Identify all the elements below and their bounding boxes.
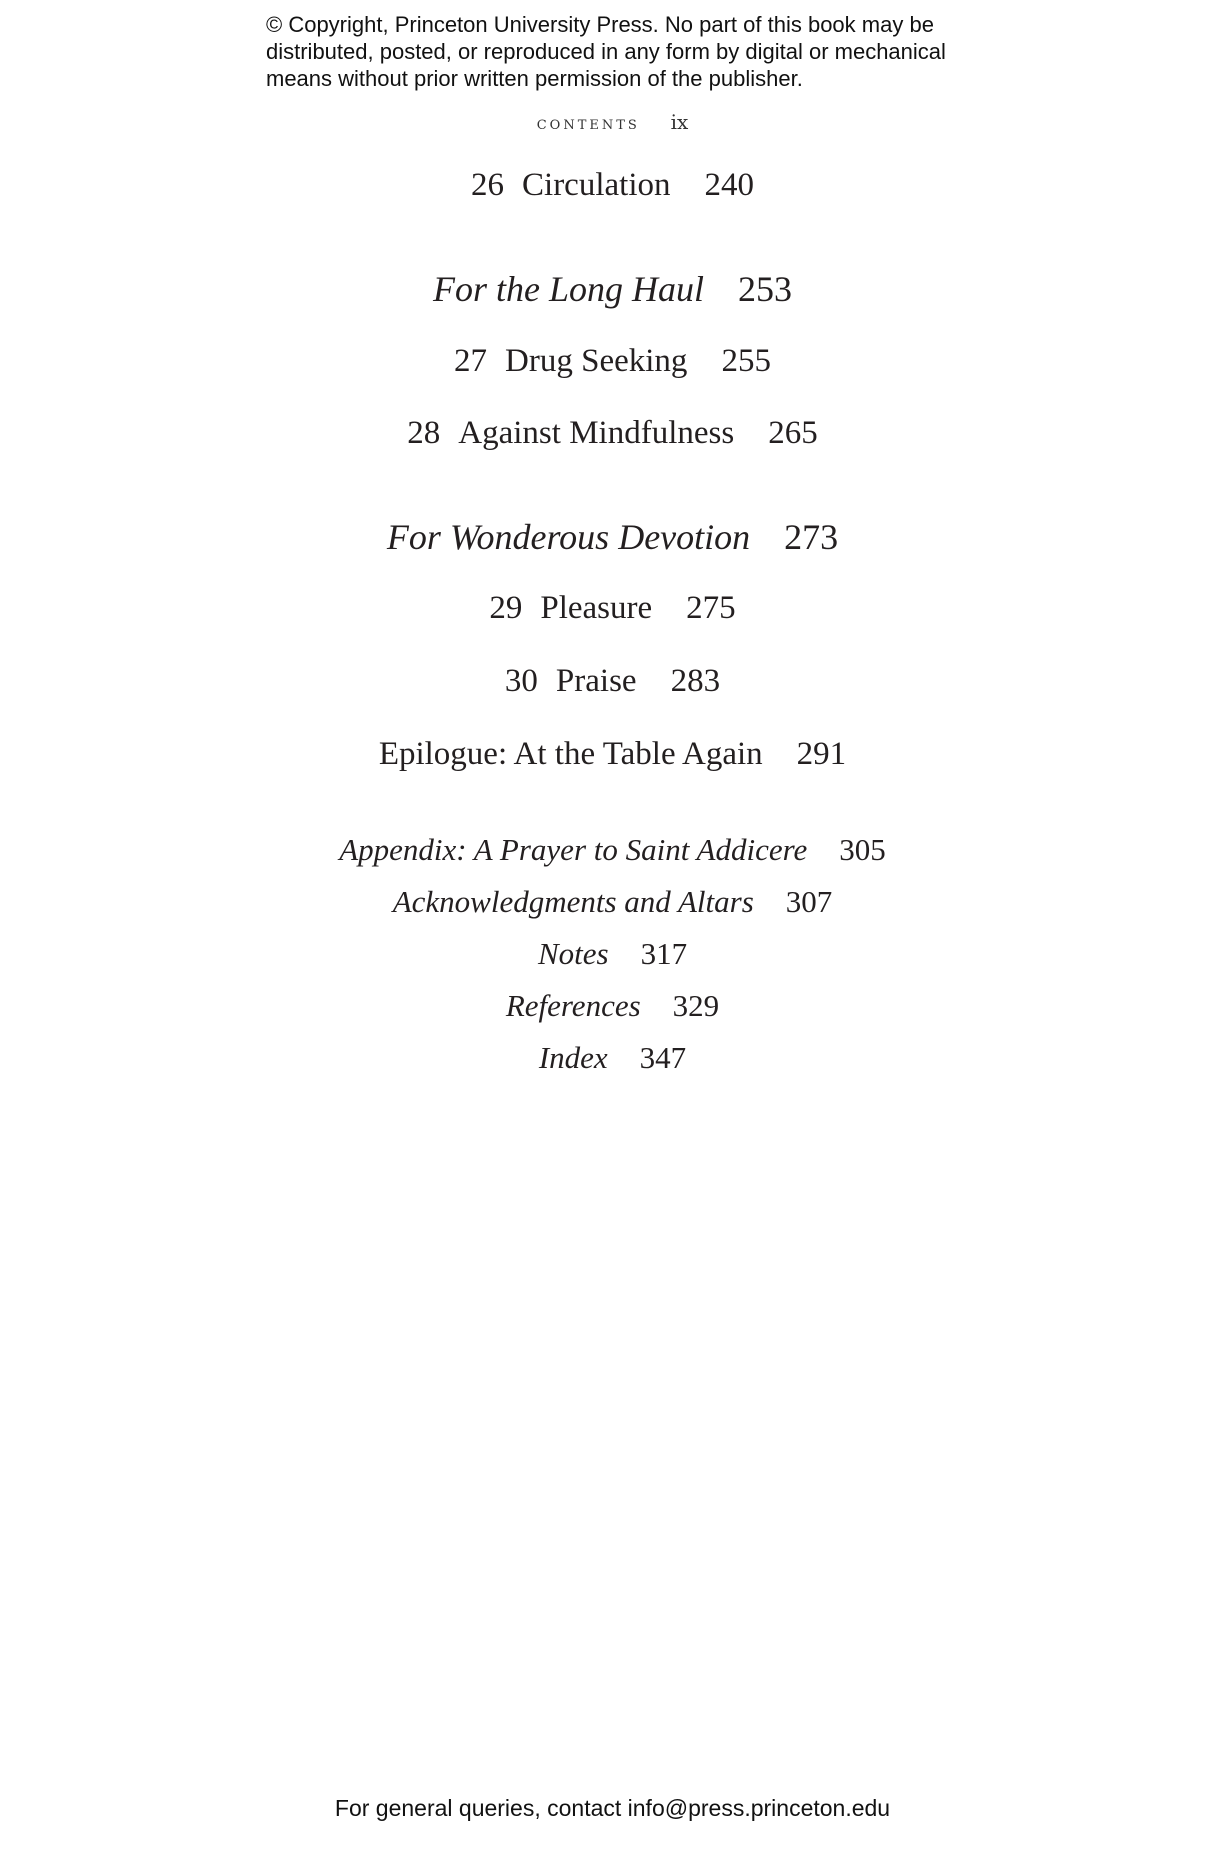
chapter-title: Circulation [522,167,671,203]
part-title: For Wonderous Devotion [386,517,751,557]
toc-entry-chapter-26 [0,167,1225,204]
toc-entry-appendix [0,832,1225,868]
page-number: 329 [672,988,720,1023]
toc-entry-references [0,988,1225,1024]
copyright-notice: © Copyright, Princeton University Press. No part of this book may be distributed, posted, or reproduced in any form by digital or mechanical means without prior written permission of the publisher. [266,12,946,91]
chapter-number: 28 [407,415,441,451]
toc-entry-notes [0,936,1225,972]
chapter-number: 29 [489,590,523,626]
acknowledgments-title: Acknowledgments and Altars [392,884,754,919]
references-title: References [505,988,641,1023]
chapter-title: Drug Seeking [505,343,688,379]
epilogue-title: Epilogue: At the Table Again [378,736,763,772]
page-number: 305 [839,832,886,867]
toc-entry-part-devotion [0,516,1225,558]
page-number: 317 [640,936,688,971]
toc-entry-index [0,1040,1225,1076]
toc-entry-chapter-28 [0,415,1225,452]
running-head-page-number: ix [670,110,689,134]
page-number: 283 [670,663,721,699]
chapter-title: Pleasure [540,590,653,626]
toc-entry-chapter-30 [0,663,1225,700]
running-head [0,110,1225,134]
page-number: 273 [784,517,839,557]
chapter-number: 30 [504,663,538,699]
chapter-title: Praise [555,663,637,699]
toc-entry-chapter-27 [0,343,1225,380]
index-title: Index [538,1040,608,1075]
page-number: 307 [785,884,833,919]
chapter-title: Against Mindfulness [458,415,735,451]
part-title: For the Long Haul [432,269,704,309]
toc-entry-chapter-29 [0,590,1225,627]
page-number: 265 [768,415,818,451]
page-number: 240 [704,167,754,203]
chapter-number: 26 [471,167,505,203]
footer-contact: For general queries, contact info@press.princeton.edu [334,1795,891,1821]
notes-title: Notes [537,936,609,971]
page-number: 275 [686,590,736,626]
toc-entry-epilogue [0,736,1225,773]
page-number: 347 [639,1040,687,1075]
page-number: 255 [721,343,771,379]
page-number: 291 [796,736,847,772]
running-head-title: contents [536,113,640,134]
chapter-number: 27 [454,343,488,379]
appendix-title: Appendix: A Prayer to Saint Addicere [339,832,808,867]
toc-entry-acknowledgments [0,884,1225,920]
page-number: 253 [738,269,792,309]
toc-entry-part-long-haul [0,268,1225,310]
